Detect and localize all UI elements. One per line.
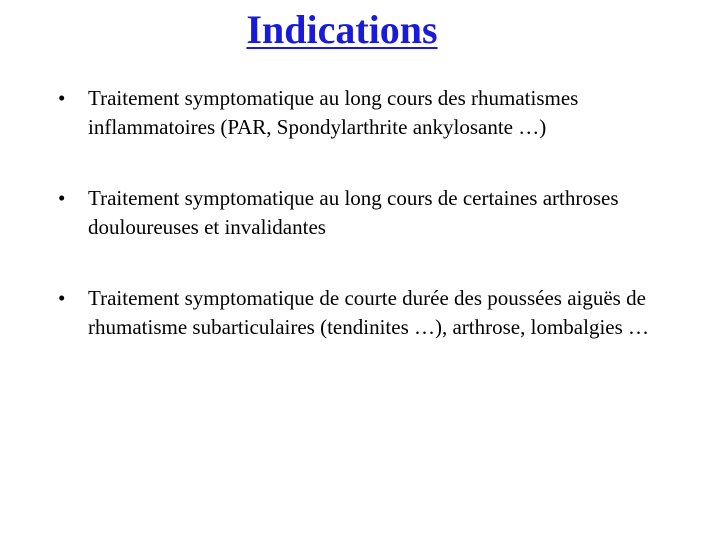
bullet-list xyxy=(56,84,666,384)
bullet-item xyxy=(56,284,666,342)
bullet-marker: • xyxy=(58,86,66,110)
slide-title: Indications xyxy=(246,7,438,52)
bullet-text: Traitement symptomatique de courte durée des poussées aiguës de rhumatisme subarticulaires (tendinites …), arthrose, lombalgies … xyxy=(88,286,650,339)
bullet-item xyxy=(56,84,666,142)
bullet-item xyxy=(56,184,666,242)
bullet-text: Traitement symptomatique au long cours de certaines arthroses douloureuses et invalidantes xyxy=(88,186,619,239)
bullet-marker: • xyxy=(58,286,66,310)
bullet-marker: • xyxy=(58,186,66,210)
bullet-text: Traitement symptomatique au long cours des rhumatismes inflammatoires (PAR, Spondylarthrite ankylosante …) xyxy=(88,86,579,139)
